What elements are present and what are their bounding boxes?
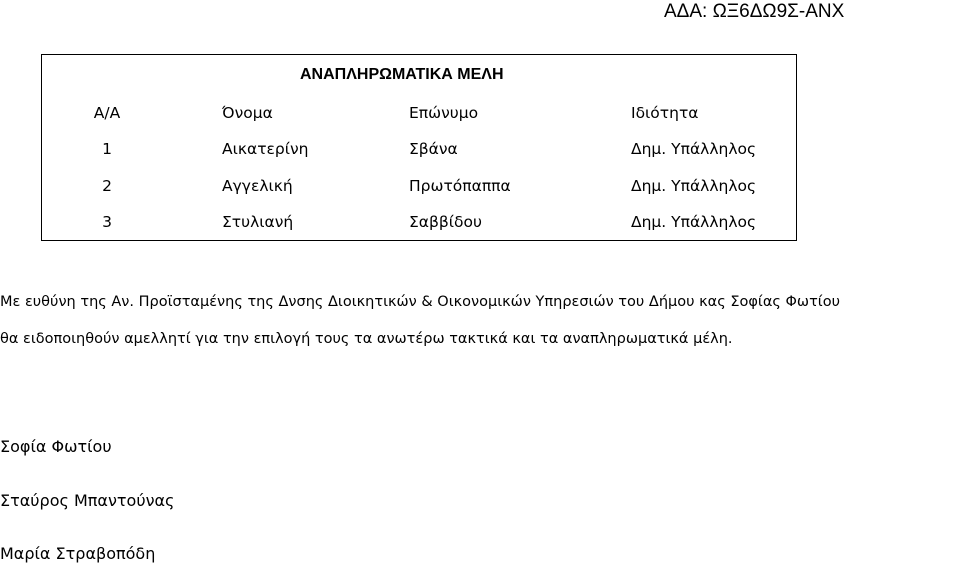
header-aa: Α/Α — [42, 95, 173, 131]
table-row — [42, 205, 797, 241]
alternate-members-table — [41, 54, 797, 241]
signature-name-1: Σοφία Φωτίου — [0, 437, 112, 456]
row-last-name: Σβάνα — [409, 140, 458, 158]
table-title-row — [42, 55, 797, 95]
header-last-name: Επώνυμο — [409, 103, 479, 122]
row-first-name: Στυλιανή — [172, 205, 362, 241]
signature-name-3: Μαρία Στραβοπόδη — [0, 544, 156, 563]
row-capacity: Δημ. Υπάλληλος — [539, 131, 797, 168]
signature-name-2: Σταύρος Μπαντούνας — [0, 491, 175, 510]
row-first-name: Αγγελική — [222, 177, 293, 195]
header-first-name: Όνομα — [222, 103, 273, 122]
row-last-name: Πρωτόπαππα — [409, 177, 511, 195]
row-number: 1 — [42, 131, 173, 168]
row-number: 3 — [42, 205, 173, 241]
table-title: ΑΝΑΠΛΗΡΩΜΑΤΙΚΑ ΜΕΛΗ — [42, 55, 797, 95]
paragraph-line-1: Με ευθύνη της Αν. Προϊσταμένης της Δνσης Διοικητικών & Οικονομικών Υπηρεσιών του Δήμου κας Σοφίας Φωτίου — [0, 294, 840, 310]
row-number: 2 — [42, 168, 173, 205]
table-row — [42, 168, 797, 205]
header-capacity: Ιδιότητα — [539, 95, 797, 131]
paragraph-line-2: θα ειδοποιηθούν αμελλητί για την επιλογή τους τα ανωτέρω τακτικά και τα αναπληρωματικά μέλη. — [0, 331, 733, 347]
table-row — [42, 131, 797, 168]
row-last-name: Σαββίδου — [362, 205, 539, 241]
row-first-name: Αικατερίνη — [222, 140, 309, 158]
row-capacity: Δημ. Υπάλληλος — [539, 168, 797, 205]
table-header-row — [42, 95, 797, 131]
row-capacity: Δημ. Υπάλληλος — [539, 205, 797, 241]
ada-code: ΑΔΑ: ΩΞ6ΔΩ9Σ-ΑΝΧ — [664, 1, 845, 22]
